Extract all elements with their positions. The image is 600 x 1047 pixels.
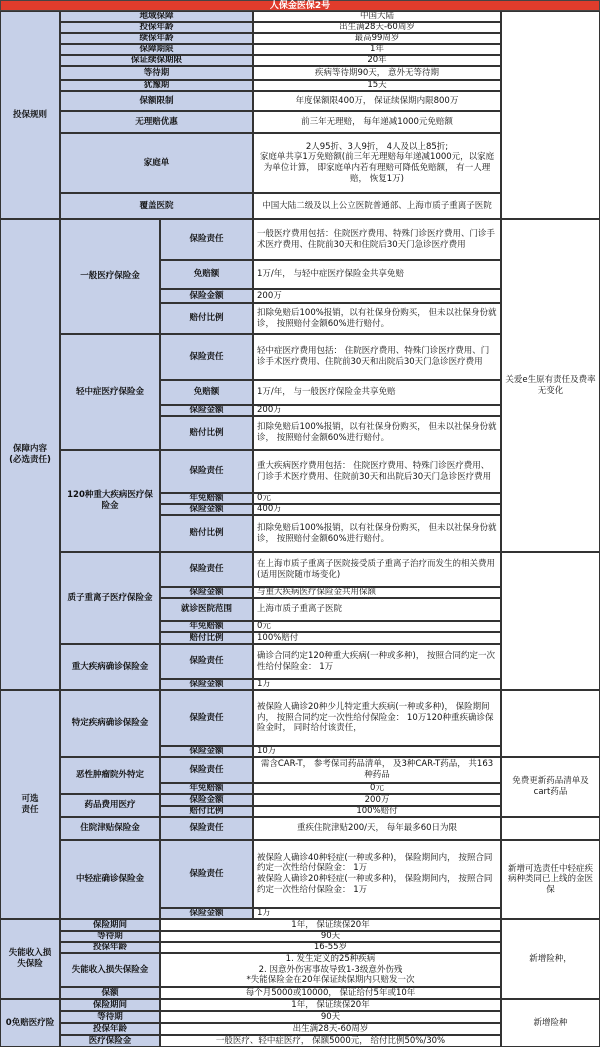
proton-label	[160, 598, 253, 621]
general-value-text: 200万	[257, 290, 282, 301]
general-value	[253, 260, 501, 289]
diag-label-text: 保险金额	[189, 679, 224, 690]
specific-value-text: 被保险人确诊20种少儿特定重大疾病(一种或多种)， 保险期间内， 按照合同约定一次性给付保险金： 10万120种重疾确诊保险金时， 同时给付该责任，	[257, 702, 494, 734]
tumor-value-text: 200万	[364, 794, 390, 805]
mild-diag-note	[501, 840, 600, 919]
critical-value	[253, 515, 501, 552]
zero-value-text: 90天	[320, 1011, 341, 1022]
general-label	[160, 219, 253, 260]
rule-value-text: 中国大陆二级及以上公立医院普通部、上海市质子重离子医院	[262, 200, 492, 211]
allowance-value-text: 重疾住院津贴200/天， 每年最多60日为限	[296, 823, 458, 834]
rule-label-text: 家庭单	[143, 157, 170, 168]
critical-label	[160, 504, 253, 515]
specific-value-text: 10万	[257, 746, 277, 757]
rule-value	[253, 193, 501, 219]
proton-value	[253, 552, 501, 587]
mild-label	[160, 380, 253, 405]
zero-value	[160, 1035, 501, 1047]
tumor-name2	[60, 794, 160, 817]
specific-label-text: 保险金额	[189, 746, 224, 757]
critical-value	[253, 493, 501, 504]
diag-name-text: 重大疾病确诊保险金	[71, 661, 149, 672]
proton-value-text: 与重大疾病医疗保险金共用保额	[257, 587, 377, 598]
mild-label	[160, 405, 253, 416]
tumor-note	[501, 757, 600, 817]
mild-diag-name	[60, 840, 160, 919]
proton-label-text: 就诊医院范围	[180, 604, 232, 615]
critical-name-text: 120种重大疾病医疗保险金	[67, 490, 153, 511]
zero-label	[60, 999, 160, 1011]
rule-value	[253, 44, 501, 55]
proton-label	[160, 621, 253, 632]
tumor-name1	[60, 757, 160, 794]
rule-label-text: 保证续保期限	[130, 55, 182, 66]
rule-value	[253, 133, 501, 193]
rule-value	[253, 80, 501, 91]
mild-diag-label	[160, 840, 253, 908]
proton-value-text: 在上海市质子重离子医院接受质子重离子治疗而发生的相关费用(适用医院随市场变化)	[257, 558, 496, 580]
tumor-label	[160, 806, 253, 817]
tumor-name1-text: 恶性肿瘤院外特定	[75, 770, 144, 781]
tumor-label-text: 保险金额	[189, 794, 224, 805]
rule-value-text: 疾病等待期90天， 意外无等待期	[314, 67, 440, 78]
diag-label	[160, 644, 253, 679]
rule-label-text: 保障期限	[139, 44, 174, 55]
rule-label	[60, 22, 253, 33]
income-value-text: 16-55岁	[313, 942, 348, 953]
income-label-text: 等待期	[97, 931, 123, 942]
income-label-text: 投保年龄	[92, 942, 127, 953]
proton-value	[253, 632, 501, 644]
mild-value-text: 200万	[257, 405, 282, 416]
income-value-text: 90天	[320, 931, 341, 942]
proton-label-text: 保险责任	[189, 564, 224, 575]
mild-value	[253, 405, 501, 416]
section-rules	[0, 11, 60, 219]
critical-label-text: 保险责任	[189, 466, 224, 477]
rule-value	[253, 66, 501, 80]
income-label	[60, 987, 160, 999]
rule-value	[253, 11, 501, 22]
mild-value	[253, 334, 501, 380]
zero-value	[160, 999, 501, 1011]
rule-value-text: 年度保额限400万， 保证续保期内限800万	[295, 95, 459, 106]
tumor-label-text: 赔付比例	[189, 806, 224, 817]
proton-name	[60, 552, 160, 644]
rule-value	[253, 55, 501, 66]
section-coverage	[0, 219, 60, 690]
rule-label	[60, 193, 253, 219]
general-value	[253, 219, 501, 260]
critical-value-text: 重大疾病医疗费用包括： 住院医疗费用、特殊门诊医疗费用、门诊手术医疗费用、住院前30天和出院后30天门急诊医疗费用	[257, 460, 492, 482]
income-label	[60, 919, 160, 931]
rule-label-text: 保额限制	[139, 95, 174, 106]
critical-label	[160, 450, 253, 493]
mild-label-text: 保险金额	[189, 405, 224, 416]
mild-diag-label	[160, 908, 253, 919]
rule-value-text: 2人95折、3人9折， 4人及以上85折; 家庭单共享1万免赔额(前三年无理赔每年递减1000元，以家庭为单位计算， 即家庭单内若有理赔可降低免赔额， 有一人理赔， 恢复1万)	[259, 141, 495, 184]
rule-label	[60, 33, 253, 44]
critical-value-text: 扣除免赔后100%报销，以有社保身份购买， 但未以社保身份就诊， 按照赔付金额60%进行赔付。	[257, 522, 497, 544]
general-value-text: 1万/年， 与轻中症医疗保险金共享免赔	[257, 269, 404, 280]
section-zero-text: 0免赔医疗险	[5, 1017, 55, 1028]
general-label	[160, 303, 253, 334]
income-value	[160, 919, 501, 931]
tumor-label	[160, 757, 253, 783]
tumor-value-text: 100%赔付	[356, 806, 398, 817]
rule-value-text: 15天	[367, 80, 387, 91]
mild-diag-label-text: 保险金额	[189, 908, 224, 919]
critical-value-text: 400万	[257, 504, 282, 515]
proton-label-text: 保险金额	[189, 587, 224, 598]
income-label	[60, 931, 160, 942]
tumor-value	[253, 783, 501, 794]
allowance-name	[60, 817, 160, 840]
income-value	[160, 987, 501, 999]
proton-name-text: 质子重离子医疗保险金	[67, 592, 153, 603]
allowance-label-text: 保险责任	[189, 823, 224, 834]
rule-label	[60, 91, 253, 111]
mild-diag-name-text: 中轻症确诊保险金	[75, 874, 144, 885]
critical-label-text: 年免赔额	[189, 493, 224, 504]
allowance-name-text: 住院津贴保险金	[80, 823, 140, 834]
income-label	[60, 953, 160, 987]
mild-label	[160, 334, 253, 380]
rule-label	[60, 80, 253, 91]
section-coverage-text: 保障内容 (必选责任)	[9, 443, 51, 465]
zero-label	[60, 1011, 160, 1023]
zero-label	[60, 1023, 160, 1035]
general-label	[160, 289, 253, 303]
critical-label	[160, 515, 253, 552]
tumor-label	[160, 794, 253, 806]
income-label	[60, 942, 160, 953]
income-value-text: 1年， 保证续保20年	[291, 919, 370, 930]
general-label-text: 免赔额	[193, 269, 220, 280]
zero-note	[501, 999, 600, 1047]
general-value-text: 一般医疗费用包括：住院医疗费用、特殊门诊医疗费用、门诊手术医疗费用、住院前30天和住院后30天门急诊医疗费用	[257, 228, 496, 250]
proton-value-text: 上海市质子重离子医院	[257, 604, 343, 615]
diag-value	[253, 679, 501, 690]
mild-name	[60, 334, 160, 450]
specific-label	[160, 746, 253, 757]
proton-value	[253, 598, 501, 621]
rule-value	[253, 33, 501, 44]
rule-label	[60, 133, 253, 193]
table-title: 人保金医保2号	[0, 0, 600, 11]
mild-value-text: 1万/年， 与一般医疗保险金共享免赔	[257, 387, 396, 398]
proton-label-text: 赔付比例	[189, 632, 224, 643]
general-label	[160, 260, 253, 289]
proton-value	[253, 587, 501, 598]
rule-value-text: 中国大陆	[359, 11, 394, 22]
zero-label-text: 等待期	[97, 1011, 123, 1022]
rule-label	[60, 55, 253, 66]
diag-value-text: 1万	[257, 679, 271, 690]
general-label-text: 赔付比例	[189, 313, 224, 324]
specific-name	[60, 690, 160, 757]
zero-value-text: 1年， 保证续保20年	[291, 999, 370, 1010]
general-name-text: 一般医疗保险金	[80, 271, 140, 282]
mild-label-text: 赔付比例	[189, 427, 224, 438]
tumor-note-text: 免费更新药品清单及cart药品	[512, 776, 589, 797]
critical-value-text: 0元	[257, 493, 271, 504]
critical-label	[160, 493, 253, 504]
critical-value	[253, 504, 501, 515]
income-value	[160, 931, 501, 942]
mild-value-text: 轻中症医疗费用包括： 住院医疗费用、特殊门诊医疗费用、门诊手术医疗费用、住院前30天和出院后30天门急诊医疗费用	[257, 346, 490, 367]
rule-value-text: 最高99周岁	[354, 33, 400, 44]
coverage-note-blank	[501, 552, 600, 690]
income-note	[501, 919, 600, 999]
rule-value-text: 1年	[370, 44, 384, 55]
income-value-text: 每个月5000或10000， 保证给付5年或10年	[245, 987, 416, 998]
tumor-label-text: 保险责任	[189, 764, 224, 775]
tumor-label-text: 年免赔额	[189, 783, 224, 794]
rule-label-text: 等待期	[143, 67, 170, 78]
mild-value-text: 扣除免赔后100%报销，以有社保身份购买， 但未以社保身份就诊， 按照赔付金额60%进行赔付。	[257, 422, 497, 443]
mild-label-text: 保险责任	[189, 351, 224, 362]
income-value	[160, 942, 501, 953]
general-value	[253, 289, 501, 303]
diag-name	[60, 644, 160, 690]
mild-diag-value-text: 1万	[257, 908, 271, 919]
zero-note-text: 新增险种	[533, 1017, 568, 1028]
critical-name	[60, 450, 160, 552]
coverage-note	[501, 219, 600, 552]
section-income	[0, 919, 60, 999]
rule-value-text: 出生满28天-60周岁	[339, 22, 415, 33]
critical-label-text: 保险金额	[189, 504, 224, 515]
rule-label-text: 投保年龄	[139, 22, 174, 33]
rule-value	[253, 22, 501, 33]
rule-label-text: 犹豫期	[143, 80, 170, 91]
zero-label	[60, 1035, 160, 1047]
zero-label-text: 医疗保险金	[88, 1035, 132, 1046]
allowance-value	[253, 817, 501, 840]
diag-value-text: 确诊合同约定120种重大疾病(一种或多种)， 按照合同约定一次性给付保险金： 1万	[257, 650, 496, 672]
general-name	[60, 219, 160, 334]
zero-label-text: 投保年龄	[92, 1023, 127, 1034]
specific-value	[253, 690, 501, 746]
proton-label	[160, 552, 253, 587]
diag-label-text: 保险责任	[189, 656, 224, 667]
income-label-text: 保险期间	[92, 919, 127, 930]
mild-name-text: 轻中症医疗保险金	[75, 386, 144, 397]
zero-value-text: 出生满28天-60周岁	[292, 1023, 369, 1034]
zero-label-text: 保险期间	[92, 999, 127, 1010]
section-optional	[0, 690, 60, 919]
rule-label-text: 地域保障	[139, 11, 174, 22]
tumor-value	[253, 794, 501, 806]
mild-diag-value-text: 被保险人确诊40种轻症(一种或多种)， 保险期间内， 按照合同约定一次性给付保险金： 1万 被保险人确诊20种轻症(一种或多种)， 保险期间内， 按照合同约定一次性给付保险金： 1万	[257, 852, 493, 895]
tumor-name2-text: 药品费用医疗	[84, 800, 136, 811]
critical-value	[253, 450, 501, 493]
specific-label-text: 保险责任	[189, 712, 224, 723]
specific-label	[160, 690, 253, 746]
rule-value-text: 20年	[367, 55, 387, 66]
mild-value	[253, 416, 501, 450]
mild-diag-value	[253, 840, 501, 908]
general-label-text: 保险金额	[189, 290, 224, 301]
section-optional-text: 可选 责任	[21, 793, 39, 815]
income-label-text: 保额	[101, 987, 119, 998]
mild-diag-value	[253, 908, 501, 919]
proton-label	[160, 632, 253, 644]
mild-label	[160, 416, 253, 450]
rule-label	[60, 66, 253, 80]
proton-value-text: 100%赔付	[257, 632, 299, 643]
rules-note-blank	[501, 11, 600, 219]
section-zero	[0, 999, 60, 1047]
diag-value	[253, 644, 501, 679]
proton-label-text: 年免赔额	[189, 621, 224, 632]
zero-value	[160, 1023, 501, 1035]
general-value-text: 扣除免赔后100%报销，以有社保身份购买， 但未以社保身份就诊， 按照赔付金额60%进行赔付。	[257, 307, 497, 329]
proton-value-text: 0元	[257, 621, 271, 632]
general-label-text: 保险责任	[189, 234, 224, 245]
rule-label-text: 续保年龄	[139, 33, 174, 44]
tumor-value	[253, 757, 501, 783]
tumor-value-text: 0元	[370, 783, 384, 794]
tumor-value-text: 需含CAR-T， 参考保司药品清单， 及3种CAR-T药品， 共163种药品	[260, 759, 494, 780]
rule-label	[60, 44, 253, 55]
income-value	[160, 953, 501, 987]
coverage-note-text: 关爱e生原有责任及费率无变化	[505, 374, 596, 396]
specific-name-text: 特定疾病确诊保险金	[71, 718, 149, 729]
diag-label	[160, 679, 253, 690]
rule-label-text: 覆盖医院	[139, 200, 174, 211]
rule-value	[253, 111, 501, 133]
rule-label	[60, 11, 253, 22]
zero-value	[160, 1011, 501, 1023]
proton-label	[160, 587, 253, 598]
tumor-label	[160, 783, 253, 794]
mild-label-text: 免赔额	[193, 387, 220, 398]
income-note-text: 新增险种，	[529, 953, 572, 964]
zero-value-text: 一般医疗、轻中症医疗， 保额5000元， 给付比例50%/30%	[215, 1035, 446, 1046]
rule-label-text: 无理赔优惠	[135, 116, 178, 127]
proton-value	[253, 621, 501, 632]
section-rules-text: 投保规则	[12, 109, 47, 120]
tumor-value	[253, 806, 501, 817]
mild-diag-label-text: 保险责任	[189, 868, 224, 879]
optional-blank	[501, 690, 600, 757]
rule-label	[60, 111, 253, 133]
allowance-blank	[501, 817, 600, 840]
income-value-text: 1. 发生定义的25种疾病 2. 因意外伤害事故导致1-3级意外伤残 *失能保险金在20年保证续保期内只赔发一次	[246, 954, 415, 986]
general-value	[253, 303, 501, 334]
rule-value-text: 前三年无理赔， 每年递减1000元免赔额	[301, 116, 453, 127]
mild-value	[253, 380, 501, 405]
allowance-label	[160, 817, 253, 840]
rule-value	[253, 91, 501, 111]
mild-diag-note-text: 新增可选责任中轻症疾病种类同已上线的金医保	[507, 863, 593, 895]
specific-value	[253, 746, 501, 757]
income-label-text: 失能收入损失保险金	[71, 964, 149, 975]
section-income-text: 失能收入损 失保险	[8, 948, 52, 969]
critical-label-text: 赔付比例	[189, 528, 224, 539]
